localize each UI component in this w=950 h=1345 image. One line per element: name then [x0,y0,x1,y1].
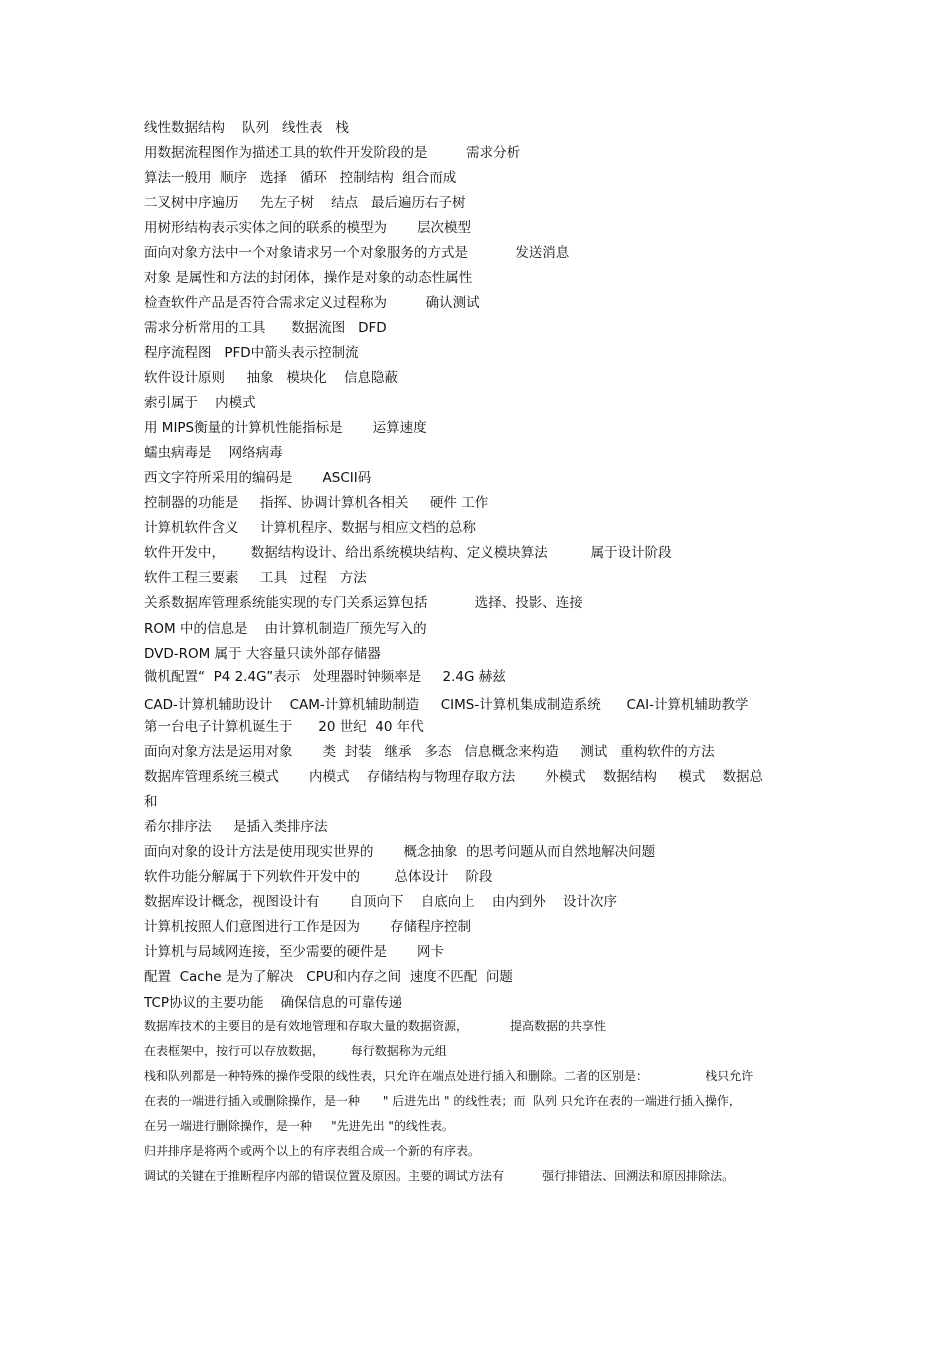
text-line: 面向对象方法中一个对象请求另一个对象服务的方式是 发送消息 [144,245,570,261]
text-line: 用数据流程图作为描述工具的软件开发阶段的是 需求分析 [144,145,521,161]
text-line: 面向对象方法是运用对象 类 封装 继承 多态 信息概念来构造 测试 重构软件的方法 [144,744,715,760]
text-line: 计算机软件含义 计算机程序、数据与相应文档的总称 [144,520,476,536]
text-line: 在表的一端进行插入或删除操作，是一种 " 后进先出 " 的线性表；而 队列 只允许在表的一端进行插入操作， [144,1094,741,1108]
text-line: 希尔排序法 是插入类排序法 [144,819,328,835]
text-line: 在表框架中，按行可以存放数据， 每行数据称为元组 [144,1044,447,1058]
text-line: 配置 Cache 是为了解决 CPU和内存之间 速度不匹配 问题 [144,969,513,985]
text-line: 西文字符所采用的编码是 ASCII码 [144,470,372,486]
text-line: 索引属于 内模式 [144,395,256,411]
text-line: 算法一般用 顺序 选择 循环 控制结构 组合而成 [144,170,457,186]
text-line: 控制器的功能是 指挥、协调计算机各相关 硬件 工作 [144,495,489,511]
text-line: 第一台电子计算机诞生于 20 世纪 40 年代 [144,719,424,735]
text-line: 和 [144,794,158,810]
text-line: ROM 中的信息是 由计算机制造厂预先写入的 [144,621,427,637]
text-line: 检查软件产品是否符合需求定义过程称为 确认测试 [144,295,480,311]
text-line: 软件开发中， 数据结构设计、给出系统模块结构、定义模块算法 属于设计阶段 [144,545,672,561]
text-line: 二叉树中序遍历 先左子树 结点 最后遍历右子树 [144,195,466,211]
text-line: 软件功能分解属于下列软件开发中的 总体设计 阶段 [144,869,493,885]
text-line: 线性数据结构 队列 线性表 栈 [144,120,349,136]
text-line: 数据库技术的主要目的是有效地管理和存取大量的数据资源， 提高数据的共享性 [144,1019,606,1033]
text-line: 关系数据库管理系统能实现的专门关系运算包括 选择、投影、连接 [144,595,583,611]
text-line: 归并排序是将两个或两个以上的有序表组合成一个新的有序表。 [144,1144,481,1158]
text-line: 面向对象的设计方法是使用现实世界的 概念抽象 的思考问题从而自然地解决问题 [144,844,656,860]
text-line: 数据库设计概念，视图设计有 自顶向下 自底向上 由内到外 设计次序 [144,894,618,910]
text-line: 栈和队列都是一种特殊的操作受限的线性表，只允许在端点处进行插入和删除。二者的区别是： 栈只允许 [144,1069,754,1083]
text-line: 调试的关键在于推断程序内部的错误位置及原因。主要的调试方法有 强行排错法、回溯法和原因排除法。 [144,1169,735,1183]
text-line: 微机配置“ P4 2.4G”表示 处理器时钟频率是 2.4G 赫兹 [144,669,506,685]
text-line: 对象 是属性和方法的封闭体，操作是对象的动态性属性 [144,270,473,286]
text-line: 需求分析常用的工具 数据流图 DFD [144,320,387,336]
text-line: 用 MIPS衡量的计算机性能指标是 运算速度 [144,420,427,436]
text-line: 数据库管理系统三模式 内模式 存储结构与物理存取方法 外模式 数据结构 模式 数据总 [144,769,764,785]
text-line: DVD-ROM 属于 大容量只读外部存储器 [144,646,381,662]
text-line: 计算机与局域网连接，至少需要的硬件是 网卡 [144,944,445,960]
text-line: CAD-计算机辅助设计 CAM-计算机辅助制造 CIMS-计算机集成制造系统 CAI-计算机辅助教学 [144,697,749,713]
text-line: 用树形结构表示实体之间的联系的模型为 层次模型 [144,220,472,236]
text-line: 程序流程图 PFD中箭头表示控制流 [144,345,359,361]
text-line: 计算机按照人们意图进行工作是因为 存储程序控制 [144,919,472,935]
text-line: 蠕虫病毒是 网络病毒 [144,445,283,461]
text-line: 软件设计原则 抽象 模块化 信息隐蔽 [144,370,398,386]
text-line: TCP协议的主要功能 确保信息的可靠传递 [144,995,403,1011]
text-line: 软件工程三要素 工具 过程 方法 [144,570,367,586]
text-line: 在另一端进行删除操作，是一种 "先进先出 "的线性表。 [144,1119,454,1133]
